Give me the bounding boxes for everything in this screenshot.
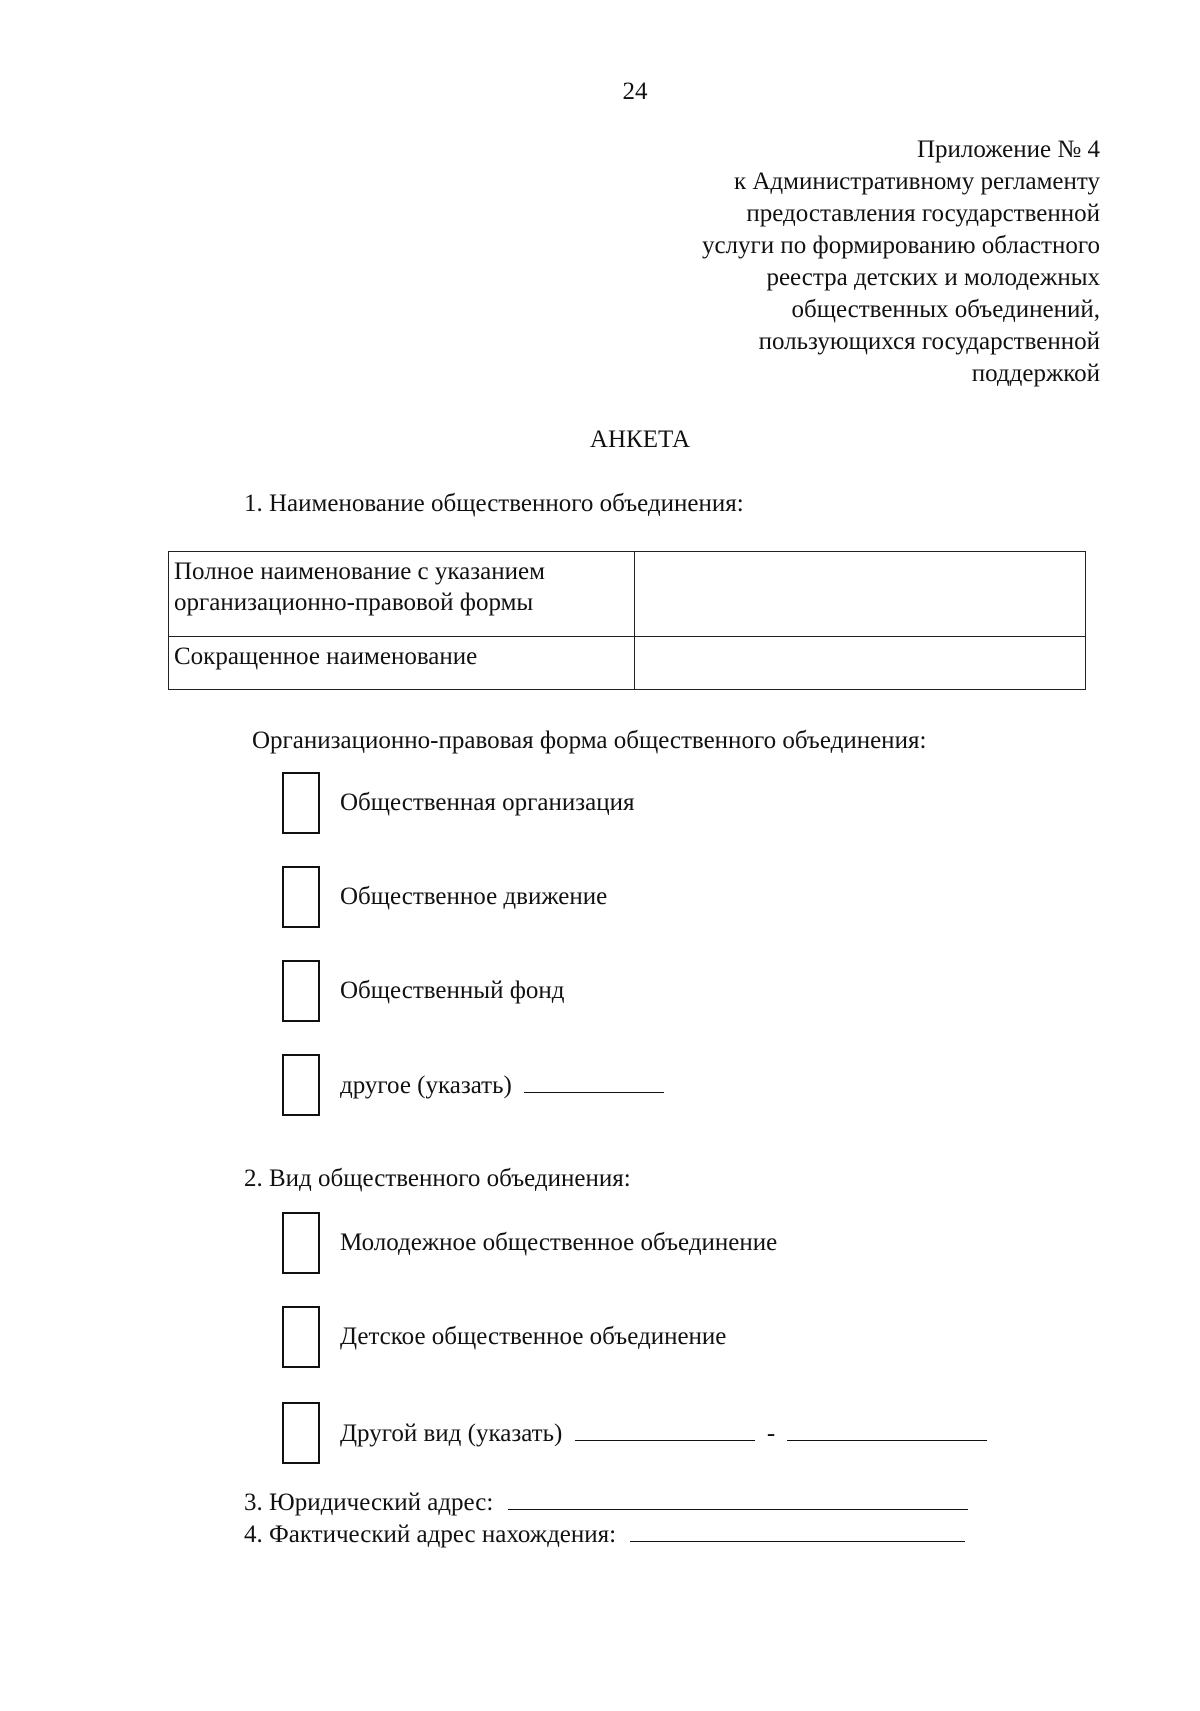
full-name-field[interactable] xyxy=(635,552,1086,637)
legal-form-heading: Организационно-правовая форма общественного объединения: xyxy=(252,727,927,754)
appendix-line: реестра детских и молодежных xyxy=(766,264,1100,291)
checkbox[interactable] xyxy=(282,772,320,834)
appendix-line: поддержкой xyxy=(971,360,1100,387)
appendix-line: пользующихся государственной xyxy=(758,328,1100,355)
other-type-blank-1[interactable] xyxy=(575,1418,755,1441)
full-name-label: Полное наименование с указанием организационно-правовой формы xyxy=(169,552,635,637)
option-public-movement xyxy=(282,864,607,930)
section-2-heading: 2. Вид общественного объединения: xyxy=(244,1165,631,1192)
option-label-text: Другой вид (указать) xyxy=(340,1420,563,1447)
name-table xyxy=(168,551,1086,690)
table-row xyxy=(169,637,1086,690)
option-label: Общественный фонд xyxy=(340,977,565,1004)
appendix-line: Приложение № 4 xyxy=(916,136,1100,163)
short-name-field[interactable] xyxy=(635,637,1086,690)
appendix-line: общественных объединений, xyxy=(791,296,1100,323)
checkbox[interactable] xyxy=(282,1402,320,1464)
option-label: Детское общественное объединение xyxy=(340,1323,727,1350)
actual-address-field[interactable] xyxy=(630,1519,965,1542)
option-other-form xyxy=(282,1052,664,1118)
option-label: Общественная организация xyxy=(340,789,635,816)
short-name-label: Сокращенное наименование xyxy=(169,637,635,690)
option-other-type xyxy=(282,1400,987,1466)
legal-address-field[interactable] xyxy=(508,1487,968,1510)
section-1-heading: 1. Наименование общественного объединения: xyxy=(244,490,744,517)
option-label xyxy=(340,1418,987,1448)
checkbox[interactable] xyxy=(282,1306,320,1368)
form-title: АНКЕТА xyxy=(589,426,691,453)
option-label xyxy=(340,1070,664,1100)
option-children-association xyxy=(282,1304,726,1370)
legal-address-label: 3. Юридический адрес: xyxy=(244,1489,494,1516)
legal-address-row xyxy=(244,1487,968,1517)
option-public-fund xyxy=(282,958,565,1024)
option-youth-association xyxy=(282,1210,777,1276)
option-label: Молодежное общественное объединение xyxy=(340,1229,778,1256)
table-row xyxy=(169,552,1086,637)
actual-address-row xyxy=(244,1519,965,1549)
checkbox[interactable] xyxy=(282,866,320,928)
appendix-line: к Административному регламенту xyxy=(733,168,1100,195)
checkbox[interactable] xyxy=(282,1212,320,1274)
other-type-blank-2[interactable] xyxy=(787,1418,987,1441)
other-form-blank[interactable] xyxy=(524,1070,664,1093)
appendix-header xyxy=(702,134,1100,390)
option-public-organization xyxy=(282,770,634,836)
checkbox[interactable] xyxy=(282,960,320,1022)
appendix-line: услуги по формированию областного xyxy=(701,232,1100,259)
option-label: Общественное движение xyxy=(340,883,608,910)
dash-separator: - xyxy=(766,1420,776,1447)
option-label-text: другое (указать) xyxy=(340,1072,512,1099)
page-number: 24 xyxy=(622,78,648,105)
actual-address-label: 4. Фактический адрес нахождения: xyxy=(244,1521,617,1548)
checkbox[interactable] xyxy=(282,1054,320,1116)
appendix-line: предоставления государственной xyxy=(746,200,1100,227)
